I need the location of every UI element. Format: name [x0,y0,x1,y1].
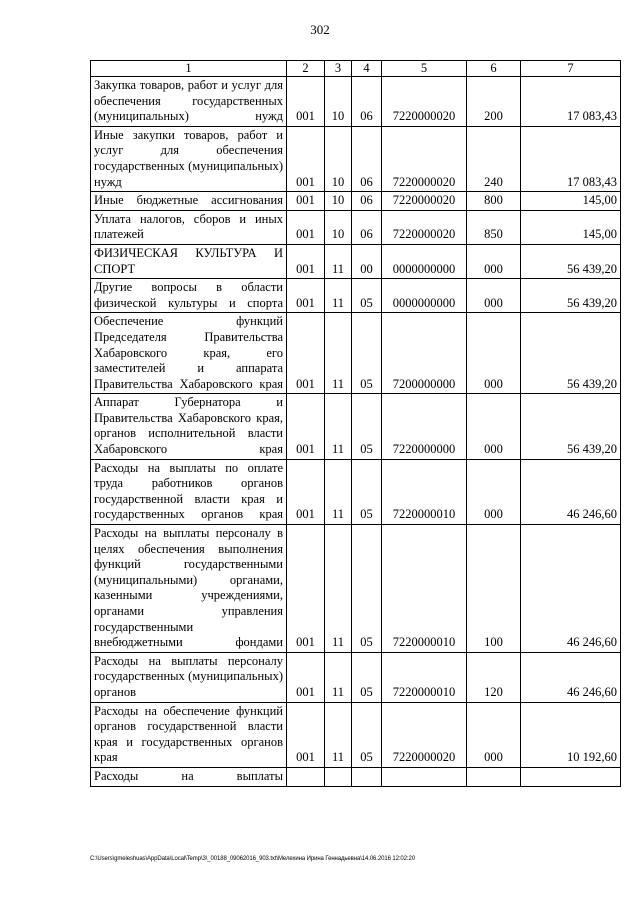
code-section-cell: 11 [325,244,352,278]
header-cell: 4 [352,61,382,77]
table-row [91,192,621,211]
row-name-cell: Расходы на выплаты [91,767,287,786]
code-subsection-cell: 05 [352,652,382,702]
code-subsection-cell: 00 [352,244,382,278]
row-name-cell: ФИЗИЧЕСКАЯ КУЛЬТУРА И СПОРТ [91,244,287,278]
code-target-cell: 7220000020 [382,702,467,767]
code-section-cell: 11 [325,525,352,653]
code-admin-cell: 001 [287,210,325,244]
row-name-cell: Уплата налогов, сборов и иных платежей [91,210,287,244]
amount-cell: 56 439,20 [521,394,621,459]
code-type-cell: 000 [467,244,521,278]
header-cell: 5 [382,61,467,77]
header-cell: 7 [521,61,621,77]
code-target-cell: 7220000010 [382,459,467,524]
amount-cell: 145,00 [521,210,621,244]
code-admin-cell: 001 [287,279,325,313]
amount-cell: 17 083,43 [521,126,621,191]
code-subsection-cell: 05 [352,525,382,653]
code-type-cell: 850 [467,210,521,244]
row-name-cell: Закупка товаров, работ и услуг для обеспечения государственных (муниципальных) нужд [91,77,287,127]
row-name-cell: Иные бюджетные ассигнования [91,192,287,211]
code-section-cell [325,767,352,786]
code-target-cell [382,767,467,786]
code-target-cell: 7220000020 [382,77,467,127]
code-section-cell: 11 [325,702,352,767]
code-target-cell: 7220000010 [382,525,467,653]
code-section-cell: 10 [325,210,352,244]
amount-cell: 17 083,43 [521,77,621,127]
code-admin-cell: 001 [287,192,325,211]
budget-table [90,60,621,787]
code-subsection-cell: 05 [352,459,382,524]
code-type-cell: 240 [467,126,521,191]
code-subsection-cell: 06 [352,77,382,127]
code-subsection-cell [352,767,382,786]
code-section-cell: 11 [325,459,352,524]
code-admin-cell: 001 [287,702,325,767]
code-subsection-cell: 05 [352,394,382,459]
row-name-cell: Аппарат Губернатора и Правительства Хабаровского края, органов исполнительной власти Хабаровского края [91,394,287,459]
code-type-cell [467,767,521,786]
code-subsection-cell: 06 [352,126,382,191]
code-section-cell: 11 [325,652,352,702]
code-target-cell: 7220000010 [382,652,467,702]
page-number: 302 [310,22,330,37]
table-row [91,279,621,313]
row-name-cell: Расходы на обеспечение функций органов государственной власти края и государственных органов края [91,702,287,767]
amount-cell: 145,00 [521,192,621,211]
header-cell: 3 [325,61,352,77]
amount-cell: 56 439,20 [521,279,621,313]
table-row [91,210,621,244]
code-type-cell: 000 [467,313,521,394]
code-type-cell: 100 [467,525,521,653]
row-name-cell: Расходы на выплаты персоналу в целях обеспечения выполнения функций государственными (муниципальными) органами, казенными учреждениями, органами управления государственными внебюджетными фондами [91,525,287,653]
table-row [91,652,621,702]
code-section-cell: 10 [325,77,352,127]
code-section-cell: 11 [325,394,352,459]
table-row [91,525,621,653]
amount-cell [521,767,621,786]
table-row [91,702,621,767]
code-type-cell: 800 [467,192,521,211]
code-section-cell: 10 [325,192,352,211]
code-type-cell: 120 [467,652,521,702]
amount-cell: 56 439,20 [521,244,621,278]
code-type-cell: 000 [467,702,521,767]
header-cell: 6 [467,61,521,77]
code-subsection-cell: 06 [352,210,382,244]
code-subsection-cell: 05 [352,702,382,767]
code-type-cell: 000 [467,394,521,459]
code-admin-cell: 001 [287,459,325,524]
row-name-cell: Иные закупки товаров, работ и услуг для обеспечения государственных (муниципальных) нужд [91,126,287,191]
code-target-cell: 0000000000 [382,244,467,278]
code-type-cell: 200 [467,77,521,127]
code-admin-cell: 001 [287,244,325,278]
table-row [91,459,621,524]
header-cell: 1 [91,61,287,77]
code-target-cell: 7220000020 [382,192,467,211]
table-row [91,77,621,127]
row-name-cell: Расходы на выплаты персоналу государственных (муниципальных) органов [91,652,287,702]
code-type-cell: 000 [467,279,521,313]
code-admin-cell: 001 [287,652,325,702]
code-subsection-cell: 05 [352,279,382,313]
code-target-cell: 7220000000 [382,394,467,459]
row-name-cell: Другие вопросы в области физической культуры и спорта [91,279,287,313]
code-admin-cell: 001 [287,126,325,191]
code-admin-cell: 001 [287,77,325,127]
code-target-cell: 7220000020 [382,210,467,244]
table-row [91,244,621,278]
code-target-cell: 7220000020 [382,126,467,191]
code-admin-cell: 001 [287,525,325,653]
code-admin-cell: 001 [287,313,325,394]
table-row [91,126,621,191]
amount-cell: 46 246,60 [521,525,621,653]
table-row [91,313,621,394]
amount-cell: 46 246,60 [521,652,621,702]
header-cell: 2 [287,61,325,77]
row-name-cell: Обеспечение функций Председателя Правительства Хабаровского края, его заместителей и аппарата Правительства Хабаровского края [91,313,287,394]
table-row [91,394,621,459]
code-target-cell: 7200000000 [382,313,467,394]
code-subsection-cell: 05 [352,313,382,394]
code-section-cell: 11 [325,313,352,394]
table-row [91,767,621,786]
amount-cell: 46 246,60 [521,459,621,524]
code-admin-cell [287,767,325,786]
code-subsection-cell: 06 [352,192,382,211]
table-header-row [91,61,621,77]
code-section-cell: 10 [325,126,352,191]
row-name-cell: Расходы на выплаты по оплате труда работников органов государственной власти края и государственных органов края [91,459,287,524]
file-path-footer: C:\Users\gmeleshuas\AppData\Local\Temp\3\_00188_09062016_903.txt\Мелехина Ирина Геннадьевна\14.06.2016 12:02:20 [90,856,415,862]
code-section-cell: 11 [325,279,352,313]
code-admin-cell: 001 [287,394,325,459]
code-type-cell: 000 [467,459,521,524]
amount-cell: 10 192,60 [521,702,621,767]
code-target-cell: 0000000000 [382,279,467,313]
amount-cell: 56 439,20 [521,313,621,394]
